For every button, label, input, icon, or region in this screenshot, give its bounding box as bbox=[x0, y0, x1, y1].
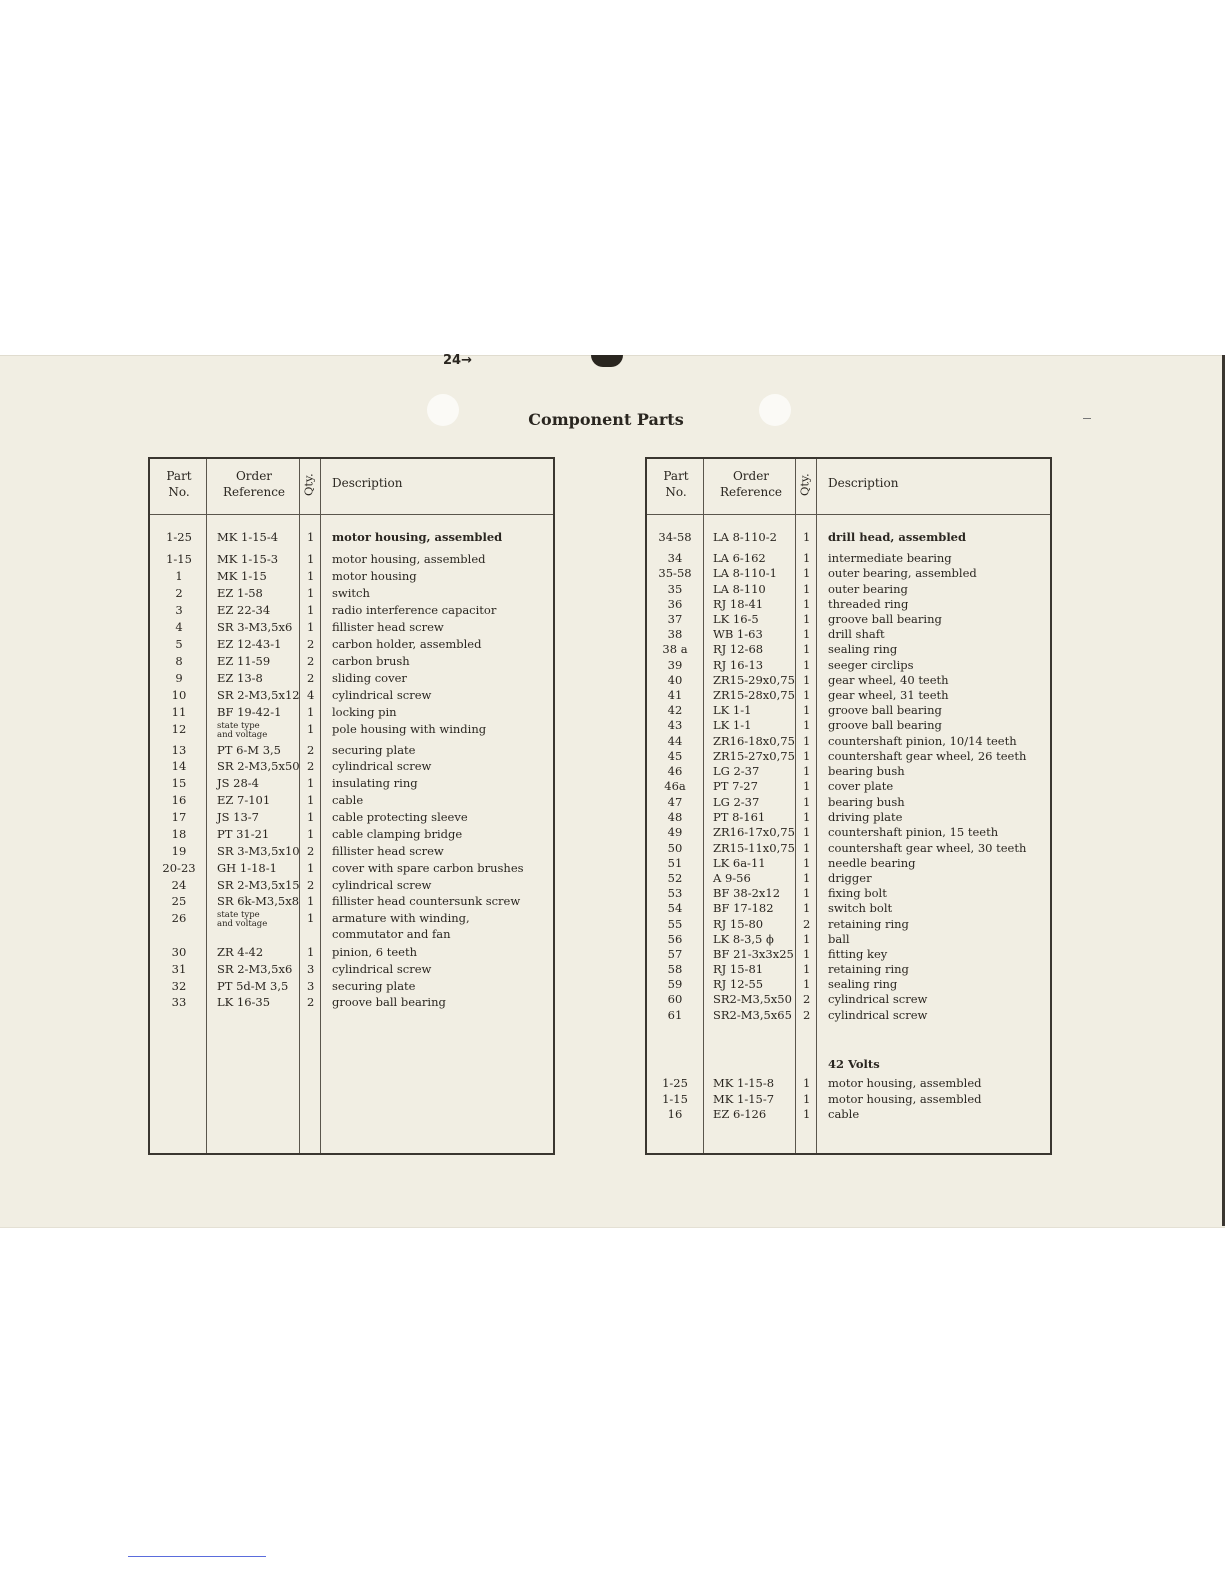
quantity: 2 bbox=[307, 878, 315, 892]
quantity: 2 bbox=[307, 671, 315, 685]
description: bearing bush bbox=[828, 764, 905, 778]
description: fitting key bbox=[828, 947, 888, 961]
part-number: 44 bbox=[667, 734, 683, 748]
part-number: 35 bbox=[667, 582, 683, 596]
description: carbon brush bbox=[332, 654, 410, 668]
part-number: 1-15 bbox=[662, 1092, 688, 1106]
header-ref-line2: Reference bbox=[222, 484, 286, 499]
quantity: 1 bbox=[307, 569, 315, 583]
part-number: 18 bbox=[171, 827, 187, 841]
order-reference: LK 8-3,5 ϕ bbox=[713, 932, 774, 946]
quantity: 1 bbox=[803, 1076, 811, 1090]
description: threaded ring bbox=[828, 597, 909, 611]
order-reference: ZR 4-42 bbox=[217, 945, 264, 959]
order-reference: SR 3-M3,5x10 bbox=[217, 844, 300, 858]
description: fillister head screw bbox=[332, 844, 444, 858]
quantity: 1 bbox=[803, 886, 811, 900]
order-reference: ZR16-18x0,75 bbox=[713, 734, 795, 748]
order-reference: ZR16-17x0,75 bbox=[713, 825, 795, 839]
part-number: 43 bbox=[667, 718, 683, 732]
column-divider bbox=[703, 459, 704, 1153]
part-number: 59 bbox=[667, 977, 683, 991]
header-part bbox=[651, 469, 701, 500]
part-number: 48 bbox=[667, 810, 683, 824]
quantity: 1 bbox=[307, 705, 315, 719]
part-number: 39 bbox=[667, 658, 683, 672]
part-number: 34 bbox=[667, 551, 683, 565]
order-reference: BF 38-2x12 bbox=[713, 886, 781, 900]
description: fillister head screw bbox=[332, 620, 444, 634]
quantity: 1 bbox=[803, 566, 811, 580]
part-number: 42 bbox=[667, 703, 683, 717]
order-reference: RJ 18-41 bbox=[713, 597, 764, 611]
quantity: 1 bbox=[803, 1092, 811, 1106]
quantity: 1 bbox=[307, 722, 315, 736]
order-reference: PT 8-161 bbox=[713, 810, 766, 824]
stray-underline bbox=[128, 1556, 266, 1557]
part-number: 16 bbox=[171, 793, 187, 807]
quantity: 1 bbox=[307, 530, 315, 544]
part-number: 19 bbox=[171, 844, 187, 858]
order-reference: LK 1-1 bbox=[713, 718, 752, 732]
order-reference: RJ 16-13 bbox=[713, 658, 764, 672]
part-number: 3 bbox=[175, 603, 183, 617]
part-number: 45 bbox=[667, 749, 683, 763]
quantity: 1 bbox=[803, 871, 811, 885]
quantity: 1 bbox=[803, 810, 811, 824]
description: gear wheel, 40 teeth bbox=[828, 673, 949, 687]
quantity: 1 bbox=[803, 962, 811, 976]
order-reference: RJ 15-80 bbox=[713, 917, 764, 931]
order-reference-line2: and voltage bbox=[217, 730, 268, 740]
quantity: 2 bbox=[803, 917, 811, 931]
part-number: 61 bbox=[667, 1008, 683, 1022]
part-number: 10 bbox=[171, 688, 187, 702]
quantity: 1 bbox=[307, 894, 315, 908]
part-number: 35-58 bbox=[658, 566, 692, 580]
description: motor housing, assembled bbox=[828, 1076, 982, 1090]
description: driving plate bbox=[828, 810, 903, 824]
part-number: 17 bbox=[171, 810, 187, 824]
part-number: 31 bbox=[171, 962, 187, 976]
order-reference: ZR15-29x0,75 bbox=[713, 673, 795, 687]
description: motor housing, assembled bbox=[828, 1092, 982, 1106]
description: outer bearing bbox=[828, 582, 908, 596]
header-part-line1: Part bbox=[166, 469, 192, 483]
order-reference: RJ 12-68 bbox=[713, 642, 764, 656]
part-number: 1-15 bbox=[166, 552, 192, 566]
part-number: 36 bbox=[667, 597, 683, 611]
header-part-line1: Part bbox=[663, 469, 689, 483]
quantity: 1 bbox=[307, 586, 315, 600]
part-number: 9 bbox=[175, 671, 183, 685]
part-number: 54 bbox=[667, 901, 683, 915]
order-reference: MK 1-15-4 bbox=[217, 530, 279, 544]
description: switch bolt bbox=[828, 901, 893, 915]
quantity: 2 bbox=[307, 743, 315, 757]
quantity: 1 bbox=[803, 612, 811, 626]
description: gear wheel, 31 teeth bbox=[828, 688, 949, 702]
description: countershaft pinion, 10/14 teeth bbox=[828, 734, 1017, 748]
order-reference: LG 2-37 bbox=[713, 795, 760, 809]
order-reference: state type bbox=[217, 721, 260, 731]
quantity: 2 bbox=[307, 637, 315, 651]
order-reference: LK 16-35 bbox=[217, 995, 271, 1009]
parts-table-left bbox=[148, 457, 555, 1155]
part-number: 30 bbox=[171, 945, 187, 959]
part-number: 46a bbox=[664, 779, 686, 793]
description: needle bearing bbox=[828, 856, 916, 870]
order-reference: SR2-M3,5x50 bbox=[713, 992, 792, 1006]
order-reference: SR2-M3,5x65 bbox=[713, 1008, 792, 1022]
order-reference: EZ 11-59 bbox=[217, 654, 271, 668]
description: sealing ring bbox=[828, 977, 898, 991]
quantity: 1 bbox=[307, 552, 315, 566]
quantity: 1 bbox=[803, 597, 811, 611]
quantity: 1 bbox=[803, 530, 811, 544]
part-number: 47 bbox=[667, 795, 683, 809]
part-number: 38 bbox=[667, 627, 683, 641]
part-number: 40 bbox=[667, 673, 683, 687]
quantity: 1 bbox=[803, 658, 811, 672]
header-ref bbox=[707, 469, 795, 500]
description: retaining ring bbox=[828, 962, 909, 976]
header-divider bbox=[150, 514, 553, 515]
header-ref-line2: Reference bbox=[719, 484, 783, 499]
part-number: 5 bbox=[175, 637, 183, 651]
order-reference: JS 13-7 bbox=[217, 810, 259, 824]
order-reference: LA 8-110 bbox=[713, 582, 766, 596]
description: countershaft gear wheel, 30 teeth bbox=[828, 841, 1027, 855]
part-number: 1-25 bbox=[166, 530, 192, 544]
description: seeger circlips bbox=[828, 658, 914, 672]
description: cylindrical screw bbox=[828, 992, 928, 1006]
description: outer bearing, assembled bbox=[828, 566, 977, 580]
order-reference: LA 6-162 bbox=[713, 551, 766, 565]
quantity: 1 bbox=[803, 734, 811, 748]
description: fillister head countersunk screw bbox=[332, 894, 521, 908]
part-number: 56 bbox=[667, 932, 683, 946]
volts-heading: 42 Volts bbox=[828, 1057, 880, 1071]
description: cable clamping bridge bbox=[332, 827, 463, 841]
quantity: 2 bbox=[803, 992, 811, 1006]
quantity: 1 bbox=[803, 551, 811, 565]
column-divider bbox=[816, 459, 817, 1153]
quantity: 1 bbox=[803, 856, 811, 870]
description: intermediate bearing bbox=[828, 551, 952, 565]
quantity: 2 bbox=[307, 759, 315, 773]
order-reference: LK 1-1 bbox=[713, 703, 752, 717]
order-reference: ZR15-11x0,75 bbox=[713, 841, 795, 855]
description: securing plate bbox=[332, 743, 416, 757]
description: retaining ring bbox=[828, 917, 909, 931]
order-reference: MK 1-15-7 bbox=[713, 1092, 775, 1106]
order-reference: SR 2-M3,5x50 bbox=[217, 759, 300, 773]
quantity: 1 bbox=[803, 947, 811, 961]
part-number: 25 bbox=[171, 894, 187, 908]
quantity: 1 bbox=[803, 673, 811, 687]
part-number: 49 bbox=[667, 825, 683, 839]
part-number: 8 bbox=[175, 654, 183, 668]
description: drigger bbox=[828, 871, 872, 885]
order-reference: EZ 6-126 bbox=[713, 1107, 767, 1121]
quantity: 1 bbox=[307, 945, 315, 959]
order-reference: MK 1-15-3 bbox=[217, 552, 279, 566]
header-qty: Qty. bbox=[797, 473, 812, 497]
part-number: 24 bbox=[171, 878, 187, 892]
description: sliding cover bbox=[332, 671, 407, 685]
description: cable bbox=[332, 793, 364, 807]
order-reference: SR 2-M3,5x6 bbox=[217, 962, 293, 976]
part-number: 12 bbox=[171, 722, 187, 736]
part-number: 26 bbox=[171, 911, 187, 925]
order-reference: EZ 7-101 bbox=[217, 793, 271, 807]
order-reference: RJ 12-55 bbox=[713, 977, 764, 991]
part-number: 53 bbox=[667, 886, 683, 900]
quantity: 1 bbox=[803, 688, 811, 702]
order-reference: SR 2-M3,5x15 bbox=[217, 878, 300, 892]
order-reference: BF 17-182 bbox=[713, 901, 774, 915]
description: countershaft gear wheel, 26 teeth bbox=[828, 749, 1027, 763]
quantity: 1 bbox=[803, 977, 811, 991]
order-reference: SR 3-M3,5x6 bbox=[217, 620, 293, 634]
quantity: 1 bbox=[307, 620, 315, 634]
order-reference: EZ 1-58 bbox=[217, 586, 263, 600]
description: motor housing, assembled bbox=[332, 530, 503, 544]
part-number: 37 bbox=[667, 612, 683, 626]
quantity: 1 bbox=[307, 603, 315, 617]
part-number: 1 bbox=[175, 569, 183, 583]
description: drill head, assembled bbox=[828, 530, 967, 544]
order-reference: LG 2-37 bbox=[713, 764, 760, 778]
part-number: 32 bbox=[171, 979, 187, 993]
header-ref-line1: Order bbox=[235, 469, 273, 483]
header-ref-line1: Order bbox=[732, 469, 770, 483]
order-reference: LK 16-5 bbox=[713, 612, 759, 626]
order-reference: EZ 12-43-1 bbox=[217, 637, 282, 651]
description: groove ball bearing bbox=[828, 703, 942, 717]
part-number: 1-25 bbox=[662, 1076, 688, 1090]
parts-table-right bbox=[645, 457, 1052, 1155]
part-number: 34-58 bbox=[658, 530, 692, 544]
part-number: 13 bbox=[171, 743, 187, 757]
header-description: Description bbox=[828, 476, 899, 490]
description: groove ball bearing bbox=[828, 718, 942, 732]
description: pinion, 6 teeth bbox=[332, 945, 417, 959]
column-divider bbox=[299, 459, 300, 1153]
order-reference: SR 2-M3,5x12 bbox=[217, 688, 300, 702]
quantity: 2 bbox=[307, 844, 315, 858]
quantity: 2 bbox=[307, 995, 315, 1009]
page-mark: 24→ bbox=[443, 353, 472, 368]
quantity: 1 bbox=[803, 779, 811, 793]
quantity: 1 bbox=[307, 861, 315, 875]
description: cable bbox=[828, 1107, 860, 1121]
quantity: 1 bbox=[803, 901, 811, 915]
order-reference: SR 6k-M3,5x8 bbox=[217, 894, 300, 908]
order-reference: WB 1-63 bbox=[713, 627, 763, 641]
quantity: 1 bbox=[803, 795, 811, 809]
part-number: 52 bbox=[667, 871, 683, 885]
description: insulating ring bbox=[332, 776, 418, 790]
description: securing plate bbox=[332, 979, 416, 993]
quantity: 1 bbox=[307, 911, 315, 925]
part-number: 14 bbox=[171, 759, 187, 773]
quantity: 1 bbox=[803, 642, 811, 656]
order-reference: PT 7-27 bbox=[713, 779, 758, 793]
quantity: 1 bbox=[803, 627, 811, 641]
quantity: 1 bbox=[803, 841, 811, 855]
description: cylindrical screw bbox=[332, 962, 432, 976]
description: ball bbox=[828, 932, 850, 946]
order-reference: A 9-56 bbox=[713, 871, 751, 885]
quantity: 1 bbox=[803, 1107, 811, 1121]
order-reference: MK 1-15 bbox=[217, 569, 267, 583]
page-title: Component Parts bbox=[528, 410, 684, 429]
order-reference: JS 28-4 bbox=[217, 776, 259, 790]
quantity: 1 bbox=[803, 749, 811, 763]
order-reference: MK 1-15-8 bbox=[713, 1076, 775, 1090]
description: drill shaft bbox=[828, 627, 885, 641]
column-divider bbox=[320, 459, 321, 1153]
description: cylindrical screw bbox=[828, 1008, 928, 1022]
description: groove ball bearing bbox=[828, 612, 942, 626]
header-divider bbox=[647, 514, 1050, 515]
quantity: 1 bbox=[307, 810, 315, 824]
description: motor housing, assembled bbox=[332, 552, 486, 566]
order-reference: PT 31-21 bbox=[217, 827, 270, 841]
part-number: 38 a bbox=[662, 642, 688, 656]
part-number: 58 bbox=[667, 962, 683, 976]
part-number: 50 bbox=[667, 841, 683, 855]
description: motor housing bbox=[332, 569, 417, 583]
column-divider bbox=[795, 459, 796, 1153]
part-number: 57 bbox=[667, 947, 683, 961]
order-reference: EZ 22-34 bbox=[217, 603, 271, 617]
quantity: 2 bbox=[803, 1008, 811, 1022]
quantity: 4 bbox=[307, 688, 315, 702]
description-line2: commutator and fan bbox=[332, 927, 451, 941]
quantity: 3 bbox=[307, 979, 315, 993]
description: switch bbox=[332, 586, 370, 600]
part-number: 41 bbox=[667, 688, 683, 702]
quantity: 1 bbox=[307, 827, 315, 841]
part-number: 51 bbox=[667, 856, 683, 870]
order-reference: LK 6a-11 bbox=[713, 856, 766, 870]
description: countershaft pinion, 15 teeth bbox=[828, 825, 999, 839]
description: locking pin bbox=[332, 705, 397, 719]
quantity: 1 bbox=[803, 718, 811, 732]
quantity: 1 bbox=[803, 932, 811, 946]
order-reference-line2: and voltage bbox=[217, 919, 268, 929]
order-reference: LA 8-110-1 bbox=[713, 566, 777, 580]
part-number: 11 bbox=[171, 705, 187, 719]
part-number: 4 bbox=[175, 620, 183, 634]
header-part bbox=[154, 469, 204, 500]
header-description: Description bbox=[332, 476, 403, 490]
order-reference: GH 1-18-1 bbox=[217, 861, 277, 875]
header-qty: Qty. bbox=[301, 473, 316, 497]
order-reference: ZR15-27x0,75 bbox=[713, 749, 795, 763]
description: groove ball bearing bbox=[332, 995, 446, 1009]
description: armature with winding, bbox=[332, 911, 470, 925]
header-part-line2: No. bbox=[665, 484, 687, 499]
part-number: 46 bbox=[667, 764, 683, 778]
order-reference: state type bbox=[217, 910, 260, 920]
quantity: 1 bbox=[307, 776, 315, 790]
part-number: 55 bbox=[667, 917, 683, 931]
order-reference: ZR15-28x0,75 bbox=[713, 688, 795, 702]
quantity: 3 bbox=[307, 962, 315, 976]
description: carbon holder, assembled bbox=[332, 637, 482, 651]
description: cover plate bbox=[828, 779, 894, 793]
description: cylindrical screw bbox=[332, 688, 432, 702]
description: radio interference capacitor bbox=[332, 603, 497, 617]
order-reference: LA 8-110-2 bbox=[713, 530, 777, 544]
quantity: 1 bbox=[803, 764, 811, 778]
order-reference: PT 6-M 3,5 bbox=[217, 743, 281, 757]
header-part-line2: No. bbox=[168, 484, 190, 499]
order-reference: BF 21-3x3x25 bbox=[713, 947, 794, 961]
description: cylindrical screw bbox=[332, 878, 432, 892]
description: cover with spare carbon brushes bbox=[332, 861, 524, 875]
quantity: 1 bbox=[307, 793, 315, 807]
description: cylindrical screw bbox=[332, 759, 432, 773]
quantity: 1 bbox=[803, 703, 811, 717]
part-number: 20-23 bbox=[162, 861, 196, 875]
description: bearing bush bbox=[828, 795, 905, 809]
part-number: 2 bbox=[175, 586, 183, 600]
header-ref bbox=[210, 469, 298, 500]
description: sealing ring bbox=[828, 642, 898, 656]
order-reference: RJ 15-81 bbox=[713, 962, 764, 976]
quantity: 1 bbox=[803, 582, 811, 596]
description: fixing bolt bbox=[828, 886, 887, 900]
part-number: 15 bbox=[171, 776, 187, 790]
part-number: 16 bbox=[667, 1107, 683, 1121]
order-reference: PT 5d-M 3,5 bbox=[217, 979, 289, 993]
quantity: 1 bbox=[803, 825, 811, 839]
description: pole housing with winding bbox=[332, 722, 487, 736]
part-number: 60 bbox=[667, 992, 683, 1006]
part-number: 33 bbox=[171, 995, 187, 1009]
quantity: 2 bbox=[307, 654, 315, 668]
description: cable protecting sleeve bbox=[332, 810, 468, 824]
order-reference: EZ 13-8 bbox=[217, 671, 263, 685]
order-reference: BF 19-42-1 bbox=[217, 705, 282, 719]
